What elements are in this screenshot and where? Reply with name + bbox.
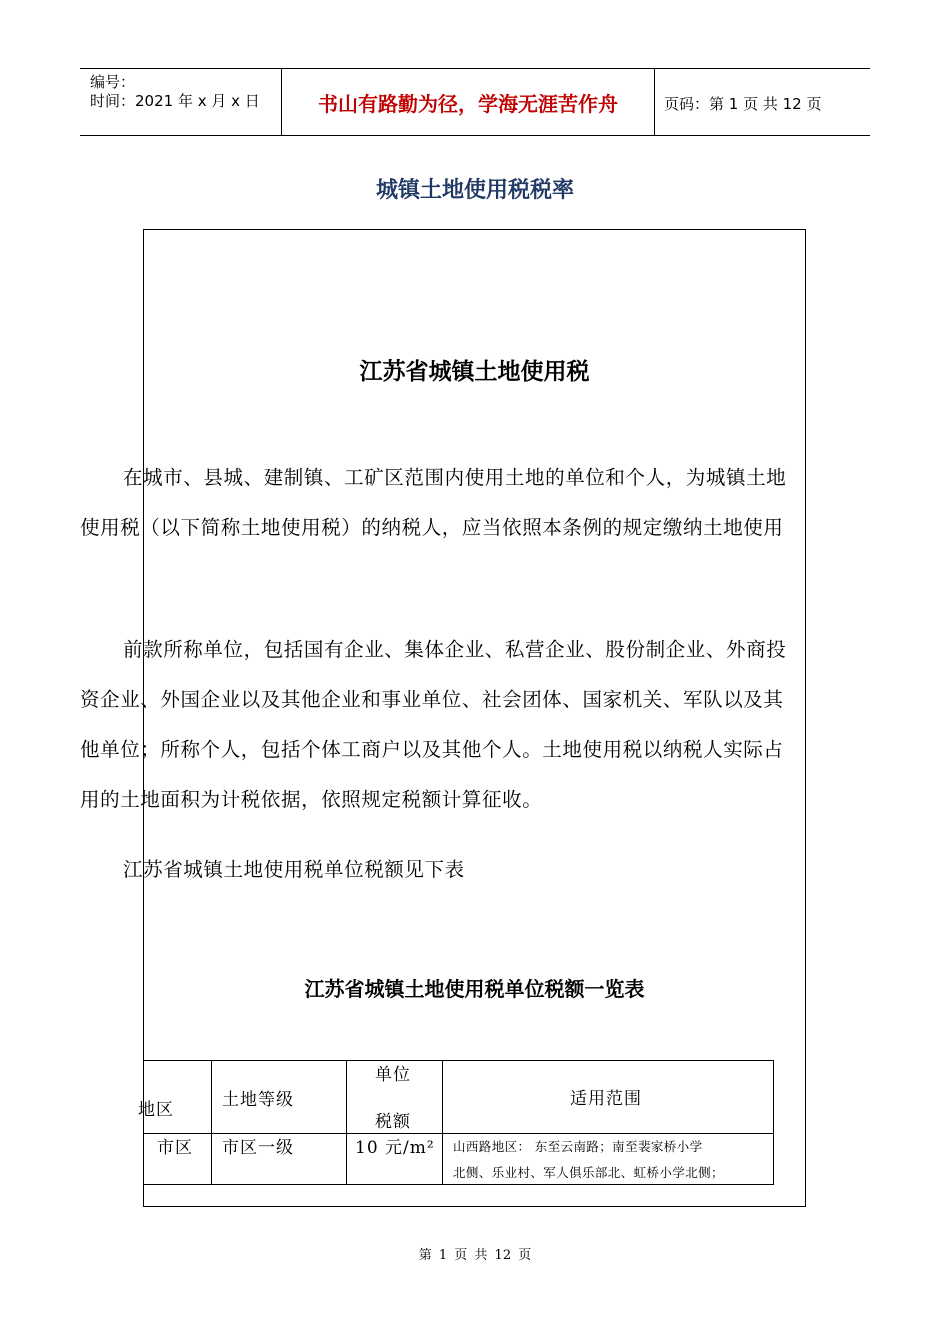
header-divider-right (654, 68, 655, 135)
paragraph-1-line-2: 使用税（以下简称土地使用税）的纳税人，应当依照本条例的规定缴纳土地使用 (80, 516, 784, 539)
header-number-label: 编号： (90, 73, 136, 91)
header-region: 地区 (138, 1100, 174, 1120)
paragraph-2-line-1: 前款所称单位，包括国有企业、集体企业、私营企业、股份制企业、外商投 (123, 638, 787, 661)
page-footer: 第 1 页 共 12 页 (418, 1248, 532, 1263)
header-time-label: 时间：2021 年 x 月 x 日 (90, 92, 260, 110)
header-rate-line-2: 税额 (375, 1112, 411, 1132)
paragraph-2-line-2: 资企业、外国企业以及其他企业和事业单位、社会团体、国家机关、军队以及其 (80, 688, 784, 711)
header-rate-line-1: 单位 (375, 1065, 411, 1085)
paragraph-2-line-3: 他单位；所称个人，包括个体工商户以及其他个人。土地使用税以纳税人实际占 (80, 738, 784, 761)
paragraph-2-line-4: 用的土地面积为计税依据，依照规定税额计算征收。 (80, 788, 543, 811)
rate-table-col-divider-1 (211, 1060, 212, 1185)
header-page-label: 页码：第 1 页 共 12 页 (664, 95, 822, 113)
paragraph-1-line-1: 在城市、县城、建制镇、工矿区范围内使用土地的单位和个人，为城镇土地 (123, 466, 787, 489)
header-top-rule (80, 68, 870, 69)
section-title: 江苏省城镇土地使用税 (359, 359, 590, 385)
header-scope: 适用范围 (570, 1089, 642, 1109)
document-title: 城镇土地使用税税率 (375, 178, 574, 203)
row-scope-line-1: 山西路地区： 东至云南路；南至裴家桥小学 (453, 1139, 703, 1154)
row-grade: 市区一级 (222, 1138, 294, 1158)
rate-table-col-divider-2 (346, 1060, 347, 1185)
table-title: 江苏省城镇土地使用税单位税额一览表 (304, 977, 645, 1001)
rate-table-col-divider-3 (442, 1060, 443, 1185)
row-scope-line-2: 北侧、乐业村、军人俱乐部北、虹桥小学北侧； (453, 1165, 724, 1180)
header-grade: 土地等级 (222, 1090, 294, 1110)
paragraph-3: 江苏省城镇土地使用税单位税额见下表 (123, 858, 465, 881)
row-rate: 10 元/m² (355, 1138, 435, 1158)
header-bottom-rule (80, 135, 870, 136)
header-motto: 书山有路勤为径，学海无涯苦作舟 (318, 92, 618, 116)
row-region: 市区 (157, 1138, 193, 1158)
